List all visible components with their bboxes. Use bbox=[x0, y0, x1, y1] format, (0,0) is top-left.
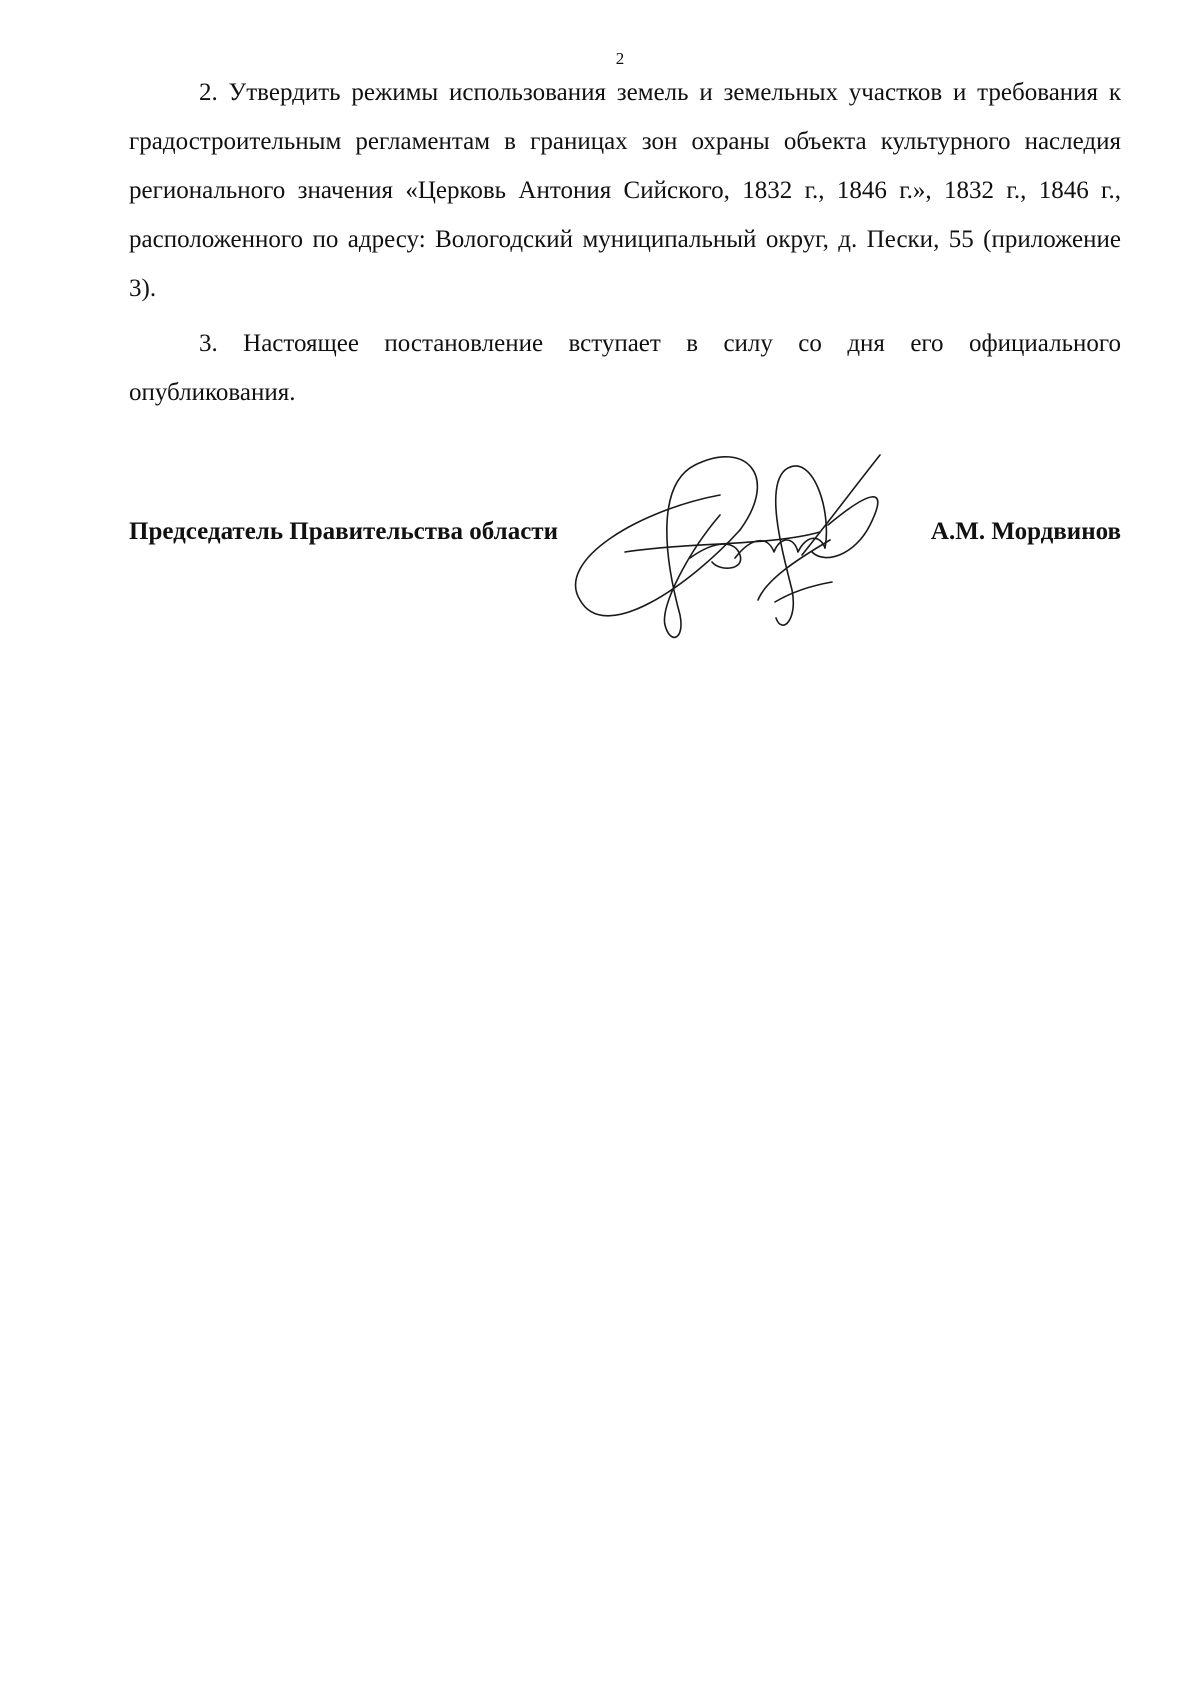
paragraph-item-3: 3. Настоящее постановление вступает в силу со дня его официального опубликования. bbox=[129, 330, 1121, 406]
page-number: 2 bbox=[615, 49, 625, 68]
signer-name: А.М. Мордвинов bbox=[930, 518, 1121, 545]
document-body bbox=[129, 68, 1121, 423]
signer-title: Председатель Правительства области bbox=[129, 518, 558, 545]
paragraph-item-2: 2. Утвердить режимы использования земель и земельных участков и требования к градостроительным регламентам в границах зон охраны объекта культурного наследия регионального значения «Церковь Антония Сийского, 1832 г., 1846 г.», 1832 г., 1846 г., расположенного по адресу: Вологодский муниципальный округ, д. Пески, 55 (приложение 3). bbox=[129, 79, 1121, 302]
handwritten-signature bbox=[570, 440, 910, 650]
